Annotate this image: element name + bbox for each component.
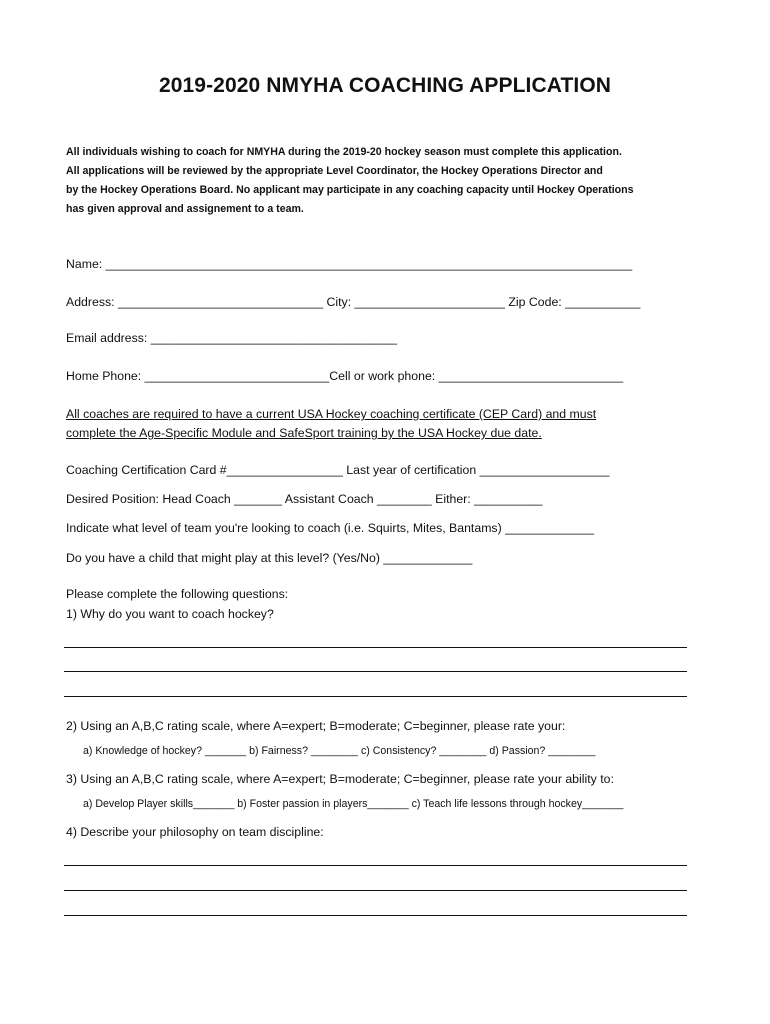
question-4: 4) Describe your philosophy on team discipline: [66, 825, 324, 839]
answer-line-q4-2[interactable] [64, 890, 687, 891]
question-2: 2) Using an A,B,C rating scale, where A=expert; B=moderate; C=beginner, please rate your: [66, 719, 566, 733]
intro-line-4: has given approval and assignement to a team. [66, 203, 304, 215]
intro-line-2: All applications will be reviewed by the appropriate Level Coordinator, the Hockey Operations Director and [66, 165, 603, 177]
question-3: 3) Using an A,B,C rating scale, where A=expert; B=moderate; C=beginner, please rate your ability to: [66, 772, 614, 786]
child-at-level-field[interactable]: Do you have a child that might play at this level? (Yes/No) _____________ [66, 551, 473, 565]
intro-line-1: All individuals wishing to coach for NMYHA during the 2019-20 hockey season must complete this application. [66, 146, 622, 158]
certification-card-field[interactable]: Coaching Certification Card #_________________ Last year of certification ___________________ [66, 463, 610, 477]
address-field[interactable]: Address: ______________________________ City: ______________________ Zip Code: ___________ [66, 295, 641, 309]
questions-intro: Please complete the following questions: [66, 587, 289, 601]
answer-line-q1-1[interactable] [64, 647, 687, 648]
certificate-notice-line-2: complete the Age-Specific Module and SafeSport training by the USA Hockey due date. [66, 426, 542, 440]
question-3-rating-items[interactable]: a) Develop Player skills_______ b) Foster passion in players_______ c) Teach life lessons through hockey_______ [83, 798, 624, 810]
answer-line-q4-3[interactable] [64, 915, 687, 916]
phone-field[interactable]: Home Phone: ___________________________Cell or work phone: ___________________________ [66, 369, 624, 383]
name-field[interactable]: Name: _____________________________________________________________________________ [66, 257, 633, 271]
page-title: 2019-2020 NMYHA COACHING APPLICATION [158, 74, 612, 97]
desired-position-field[interactable]: Desired Position: Head Coach _______ Assistant Coach ________ Either: __________ [66, 492, 543, 506]
question-1: 1) Why do you want to coach hockey? [66, 607, 274, 621]
team-level-field[interactable]: Indicate what level of team you're looking to coach (i.e. Squirts, Mites, Bantams) _____________ [66, 521, 594, 535]
email-field[interactable]: Email address: ____________________________________ [66, 331, 397, 345]
question-2-rating-items[interactable]: a) Knowledge of hockey? _______ b) Fairness? ________ c) Consistency? ________ d) Passion? ________ [83, 745, 596, 757]
answer-line-q1-3[interactable] [64, 696, 687, 697]
answer-line-q4-1[interactable] [64, 865, 687, 866]
answer-line-q1-2[interactable] [64, 671, 687, 672]
certificate-notice-line-1: All coaches are required to have a current USA Hockey coaching certificate (CEP Card) and must [66, 407, 597, 421]
intro-line-3: by the Hockey Operations Board. No applicant may participate in any coaching capacity until Hockey Operations [66, 184, 634, 196]
